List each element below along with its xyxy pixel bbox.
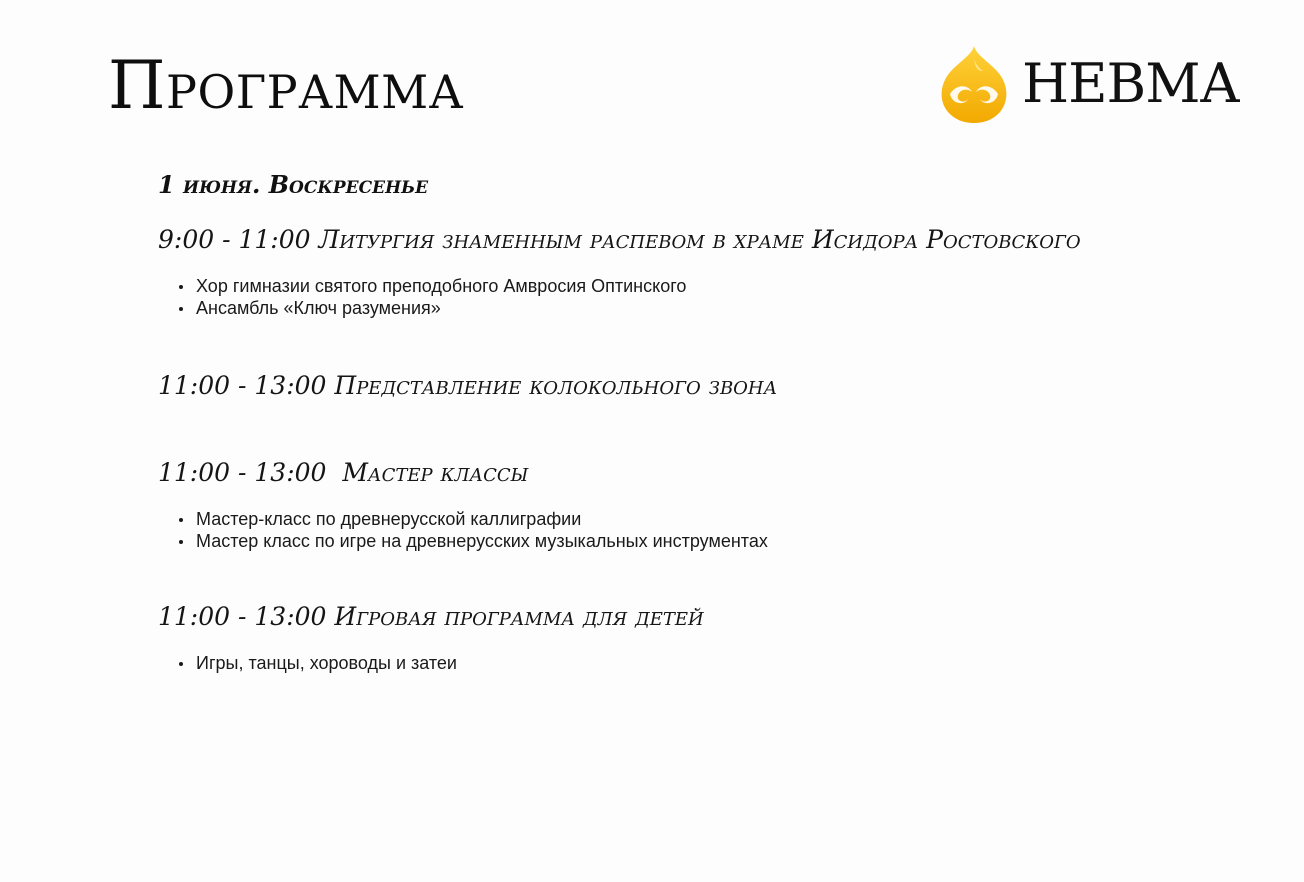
event-details-list: [176, 275, 686, 319]
nevma-logo: [938, 44, 1240, 124]
event-title: [158, 224, 1081, 256]
list-item: Мастер-класс по древнерусской каллиграфии: [176, 508, 768, 530]
onion-dome-icon: [938, 44, 1010, 124]
list-item: Игры, танцы, хороводы и затеи: [176, 652, 457, 674]
event-time: 9:00 - 11:00: [158, 225, 311, 254]
list-item: Ансамбль «Ключ разумения»: [176, 297, 686, 319]
list-item: Мастер класс по игре на древнерусских музыкальных инструментах: [176, 530, 768, 552]
page-title: Программа: [108, 47, 465, 124]
event-details-list: [176, 508, 768, 552]
event-name: Игровая программа для детей: [334, 602, 704, 631]
event-title: [158, 601, 704, 633]
event-title: [158, 457, 528, 489]
event-time: 11:00 - 13:00: [158, 602, 327, 631]
list-item: Хор гимназии святого преподобного Амвросия Оптинского: [176, 275, 686, 297]
day-heading: 1 июня. Воскресенье: [158, 170, 429, 199]
event-title: [158, 370, 777, 402]
event-time: 11:00 - 13:00: [158, 458, 327, 487]
event-name: Представление колокольного звона: [334, 371, 778, 400]
event-time: 11:00 - 13:00: [158, 371, 327, 400]
event-name: Мастер классы: [334, 458, 529, 487]
event-name: Литургия знаменным распевом в храме Исидора Ростовского: [318, 225, 1081, 254]
logo-wordmark: НЕВМА: [1022, 52, 1240, 115]
event-details-list: [176, 652, 457, 674]
